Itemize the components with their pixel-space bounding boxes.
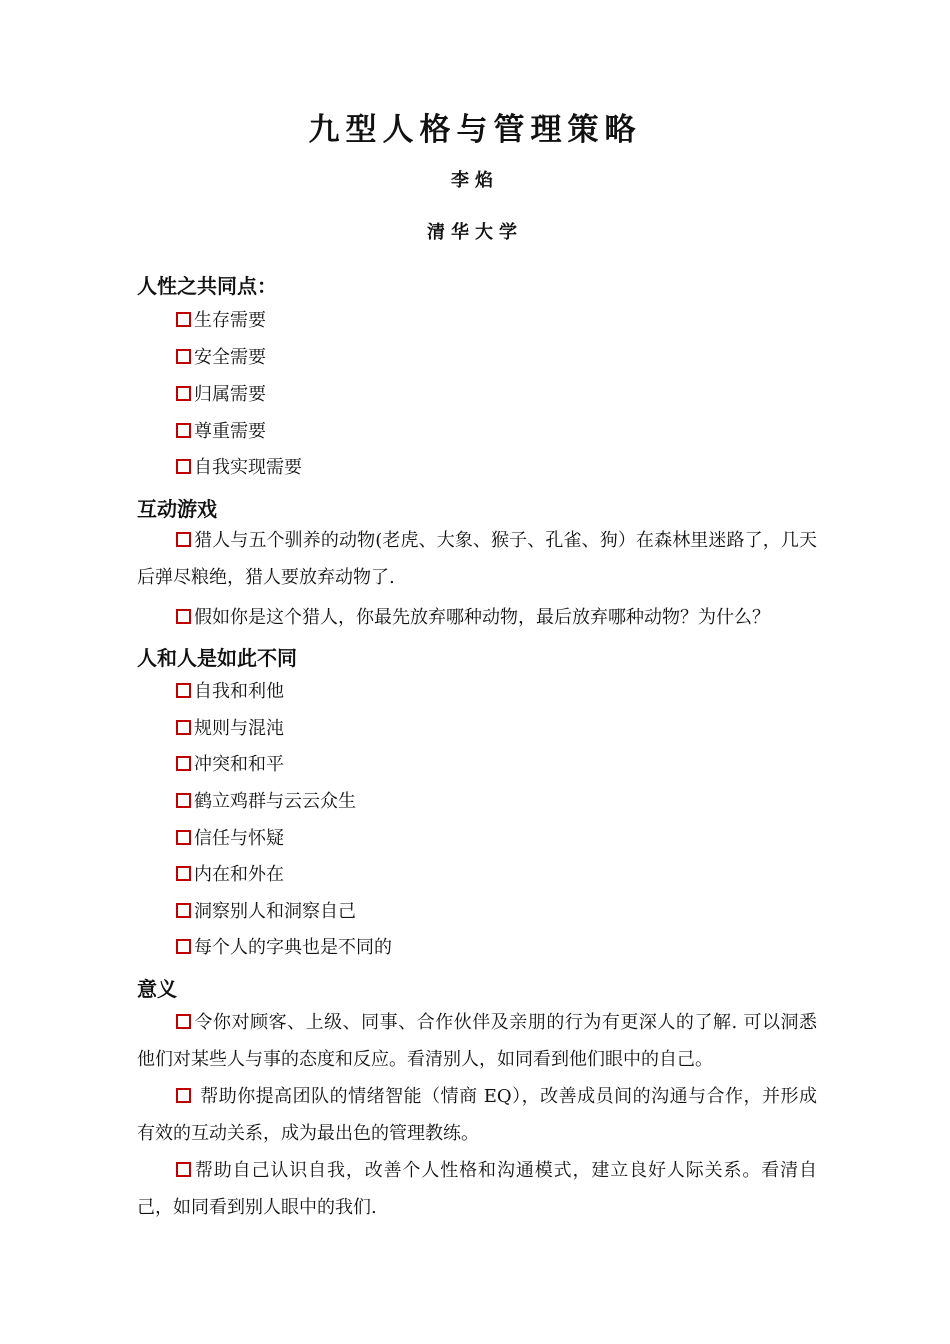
checkbox-icon	[176, 903, 191, 918]
list-item: 内在和外在	[176, 862, 284, 888]
checkbox-icon	[176, 532, 191, 547]
section-heading-common-points: 人性之共同点：	[137, 274, 277, 298]
checkbox-icon	[176, 1162, 191, 1177]
document-title: 九型人格与管理策略	[308, 112, 642, 148]
list-item: 洞察别人和洞察自己	[176, 899, 356, 925]
checkbox-icon	[176, 683, 191, 698]
section-heading-significance: 意义	[137, 977, 177, 1001]
paragraph: 假如你是这个猎人，你最先放弃哪种动物，最后放弃哪种动物？为什么？	[137, 599, 817, 636]
checkbox-icon	[176, 1014, 191, 1029]
checkbox-icon	[176, 939, 191, 954]
checkbox-icon	[176, 312, 191, 327]
paragraph: 猎人与五个驯养的动物(老虎、大象、猴子、孔雀、狗）在森林里迷路了，几天后弹尽粮绝，猎人要放弃动物了.	[137, 530, 817, 588]
list-item: 规则与混沌	[176, 716, 284, 742]
list-item: 每个人的字典也是不同的	[176, 935, 392, 961]
checkbox-icon	[176, 756, 191, 771]
document-affiliation: 清华大学	[427, 222, 523, 243]
checkbox-icon	[176, 830, 191, 845]
document-author: 李焰	[451, 170, 499, 191]
section-heading-interactive-game: 互动游戏	[137, 497, 217, 521]
checkbox-icon	[176, 386, 191, 401]
list-item: 生存需要	[176, 308, 266, 334]
paragraph: 帮助你提高团队的情绪智能（情商 EQ），改善成员间的沟通与合作，并形成有效的互动关系，成为最出色的管理教练。	[137, 1086, 817, 1144]
checkbox-icon	[176, 349, 191, 364]
section-heading-differences: 人和人是如此不同	[137, 646, 297, 670]
list-item: 安全需要	[176, 345, 266, 371]
checkbox-icon	[176, 459, 191, 474]
list-item: 尊重需要	[176, 419, 266, 445]
list-item: 冲突和和平	[176, 752, 284, 778]
list-item: 自我和利他	[176, 679, 284, 705]
checkbox-icon	[176, 423, 191, 438]
list-item: 信任与怀疑	[176, 826, 284, 852]
list-item: 归属需要	[176, 382, 266, 408]
checkbox-icon	[176, 609, 191, 624]
checkbox-icon	[176, 1088, 191, 1103]
checkbox-icon	[176, 793, 191, 808]
checkbox-icon	[176, 720, 191, 735]
list-item: 自我实现需要	[176, 455, 302, 481]
paragraph: 帮助自己认识自我，改善个人性格和沟通模式，建立良好人际关系。看清自己，如同看到别人眼中的我们.	[137, 1160, 817, 1218]
checkbox-icon	[176, 866, 191, 881]
list-item: 鹤立鸡群与云云众生	[176, 789, 356, 815]
paragraph: 令你对顾客、上级、同事、合作伙伴及亲朋的行为有更深人的了解. 可以洞悉他们对某些人与事的态度和反应。看清别人，如同看到他们眼中的自己。	[137, 1012, 817, 1070]
